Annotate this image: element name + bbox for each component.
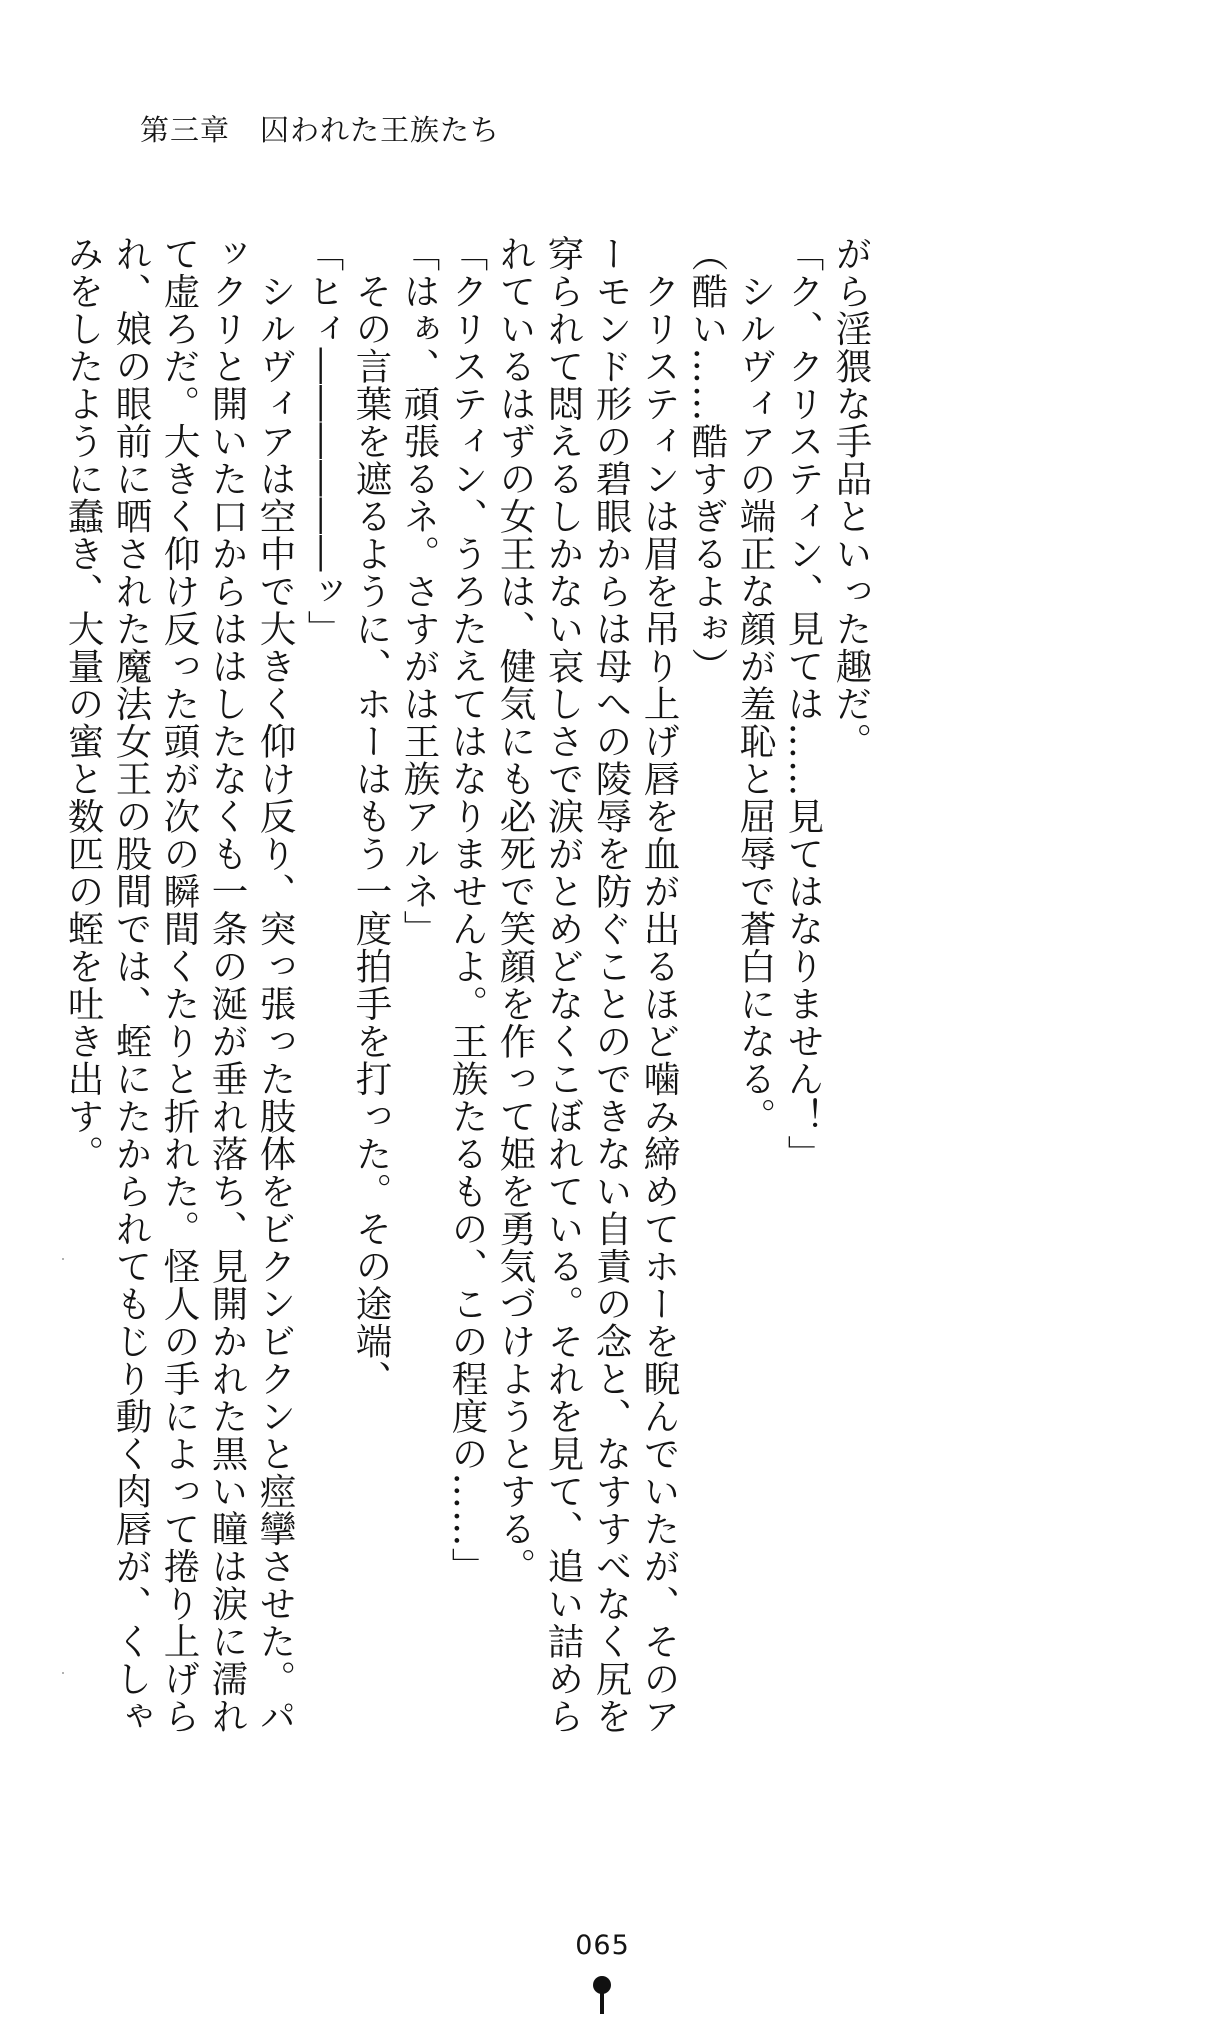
text-line: 「ヒィ――――――ッ」 xyxy=(302,235,345,648)
text-line: クリスティンは眉を吊り上げ唇を血が出るほど噛み締めてホーを睨んでいたが、そのア xyxy=(638,235,681,1735)
page-ornament-stem xyxy=(600,1992,604,2014)
text-line: その言葉を遮るように、ホーはもう一度拍手を打った。その途端、 xyxy=(350,235,393,1398)
text-line: 穿られて悶えるしかない哀しさで涙がとめどなくこぼれている。それを見て、追い詰めら xyxy=(542,235,585,1735)
scan-speck xyxy=(62,1672,64,1674)
text-line: （酷い……酷すぎるよぉ） xyxy=(686,235,729,685)
page-number: 065 xyxy=(575,1930,630,1961)
text-line: ーモンド形の碧眼からは母への陵辱を防ぐことのできない自責の念と、なすすべなく尻を xyxy=(590,235,633,1735)
text-line: れ、娘の眼前に晒された魔法女王の股間では、蛭にたかられてもじり動く肉唇が、くしゃ xyxy=(110,235,153,1735)
text-line: シルヴィアの端正な顔が羞恥と屈辱で蒼白になる。 xyxy=(734,235,777,1135)
text-line: 「クリスティン、うろたえてはなりませんよ。王族たるもの、この程度の……」 xyxy=(446,235,489,1585)
text-line: て虚ろだ。大きく仰け反った頭が次の瞬間くたりと折れた。怪人の手によって捲り上げら xyxy=(158,235,201,1735)
text-line: みをしたように蠢き、大量の蜜と数匹の蛭を吐き出す。 xyxy=(62,235,105,1173)
scan-speck xyxy=(62,1258,64,1260)
text-line: 「はぁ、頑張るネ。さすがは王族アルネ」 xyxy=(398,235,441,948)
vertical-body-text xyxy=(59,235,875,1735)
text-line: れているはずの女王は、健気にも必死で笑顔を作って姫を勇気づけようとする。 xyxy=(494,235,537,1585)
text-line: ックリと開いた口からははしたなくも一条の涎が垂れ落ち、見開かれた黒い瞳は涙に濡れ xyxy=(206,235,249,1735)
text-line: がら淫猥な手品といった趣だ。 xyxy=(830,235,873,760)
text-line: 「ク、クリスティン、見ては……見てはなりません！」 xyxy=(782,235,825,1173)
text-line: シルヴィアは空中で大きく仰け反り、突っ張った肢体をビクンビクンと痙攣させた。パ xyxy=(254,235,297,1735)
running-header: 第三章 囚われた王族たち xyxy=(140,113,501,147)
